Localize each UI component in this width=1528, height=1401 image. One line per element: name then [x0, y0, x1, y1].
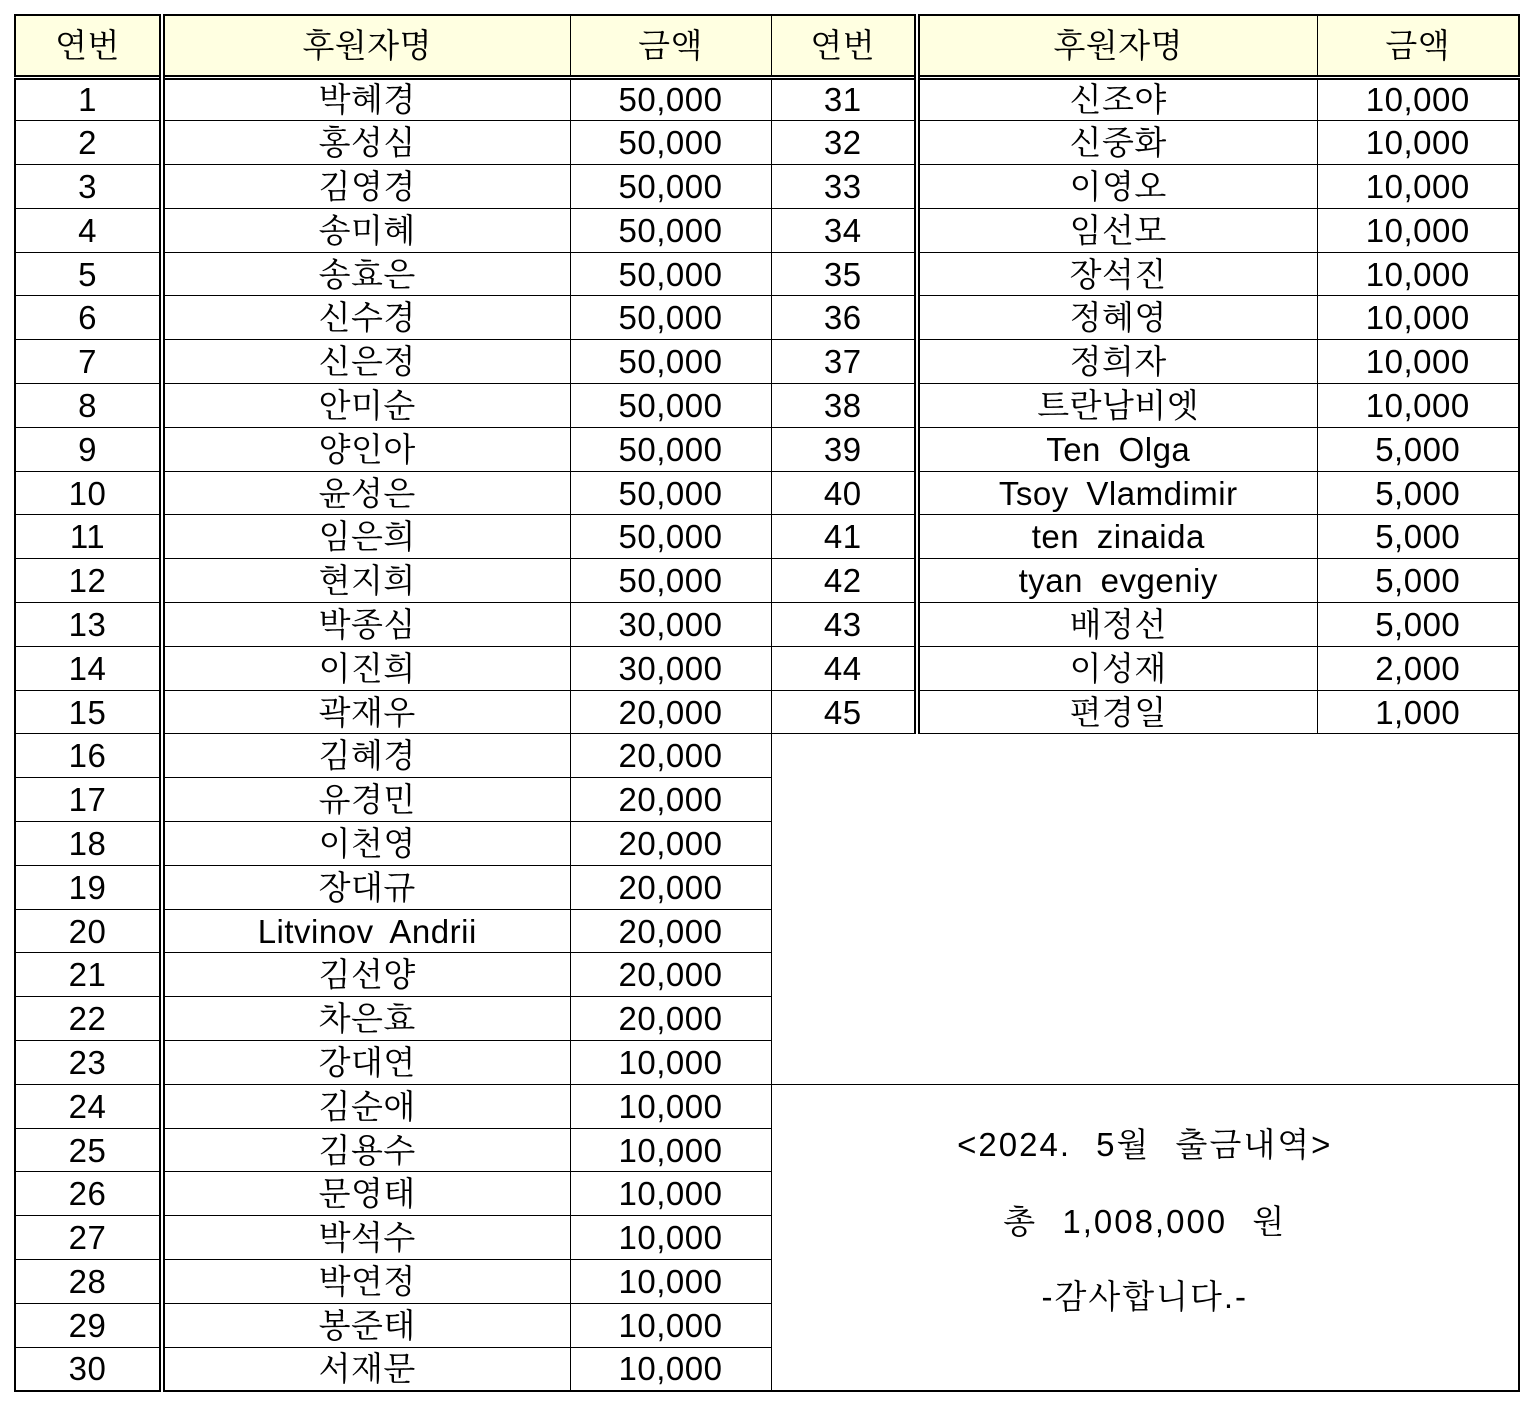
donor-number-cell: 41: [771, 515, 917, 559]
donor-number-cell: 27: [15, 1216, 162, 1260]
donation-amount-cell: 10,000: [1317, 165, 1519, 209]
donation-amount-cell: 10,000: [1317, 77, 1519, 121]
donor-name-cell: 봉준태: [162, 1303, 570, 1347]
donation-amount-cell: 20,000: [570, 734, 771, 778]
donation-amount-cell: 5,000: [1317, 427, 1519, 471]
total-amount: 총 1,008,000 원: [1003, 1202, 1287, 1240]
donor-name-cell: 장석진: [917, 252, 1317, 296]
donor-table-body: [15, 77, 1519, 1391]
donation-amount-cell: 5,000: [1317, 559, 1519, 603]
donor-name-cell: 신수경: [162, 296, 570, 340]
donor-name-cell: 이천영: [162, 822, 570, 866]
table-row: [15, 121, 1519, 165]
donor-name-cell: 곽재우: [162, 690, 570, 734]
donor-number-cell: 14: [15, 646, 162, 690]
donor-number-cell: 38: [771, 384, 917, 428]
donation-amount-cell: 20,000: [570, 822, 771, 866]
donor-number-cell: 2: [15, 121, 162, 165]
table-row: [15, 515, 1519, 559]
donation-amount-cell: 10,000: [570, 1303, 771, 1347]
donor-number-cell: 31: [771, 77, 917, 121]
donation-amount-cell: 10,000: [570, 1172, 771, 1216]
donation-amount-cell: 50,000: [570, 296, 771, 340]
header-number-right: 연번: [771, 15, 917, 77]
donor-name-cell: Ten Olga: [917, 427, 1317, 471]
donor-number-cell: 44: [771, 646, 917, 690]
donor-name-cell: 김용수: [162, 1128, 570, 1172]
donation-amount-cell: 10,000: [1317, 121, 1519, 165]
donation-amount-cell: 5,000: [1317, 603, 1519, 647]
donor-name-cell: 홍성심: [162, 121, 570, 165]
header-number-left: 연번: [15, 15, 162, 77]
table-row: [15, 559, 1519, 603]
donor-name-cell: tyan evgeniy: [917, 559, 1317, 603]
table-row: [15, 165, 1519, 209]
donation-amount-cell: 10,000: [570, 1216, 771, 1260]
donation-amount-cell: 10,000: [570, 1260, 771, 1304]
donor-name-cell: 편경일: [917, 690, 1317, 734]
donation-amount-cell: 20,000: [570, 997, 771, 1041]
donor-name-cell: 안미순: [162, 384, 570, 428]
donor-number-cell: 39: [771, 427, 917, 471]
donor-number-cell: 7: [15, 340, 162, 384]
donation-amount-cell: 50,000: [570, 471, 771, 515]
donor-name-cell: 임은희: [162, 515, 570, 559]
donor-name-cell: 강대연: [162, 1041, 570, 1085]
donation-amount-cell: 5,000: [1317, 515, 1519, 559]
donor-number-cell: 11: [15, 515, 162, 559]
header-donor-name-left: 후원자명: [162, 15, 570, 77]
donor-number-cell: 45: [771, 690, 917, 734]
donor-name-cell: 서재문: [162, 1347, 570, 1391]
donor-name-cell: 박혜경: [162, 77, 570, 121]
empty-merged-area: [771, 734, 1519, 1084]
donor-name-cell: 정희자: [917, 340, 1317, 384]
donation-amount-cell: 10,000: [570, 1084, 771, 1128]
donor-name-cell: 임선모: [917, 208, 1317, 252]
donor-number-cell: 25: [15, 1128, 162, 1172]
table-row: [15, 603, 1519, 647]
donor-number-cell: 42: [771, 559, 917, 603]
donor-number-cell: 43: [771, 603, 917, 647]
table-row: [15, 77, 1519, 121]
donor-name-cell: Tsoy Vlamdimir: [917, 471, 1317, 515]
donation-amount-cell: 20,000: [570, 690, 771, 734]
donor-number-cell: 15: [15, 690, 162, 734]
table-row: [15, 208, 1519, 252]
donor-number-cell: 37: [771, 340, 917, 384]
donor-number-cell: 26: [15, 1172, 162, 1216]
donor-name-cell: 신조야: [917, 77, 1317, 121]
donor-name-cell: 김혜경: [162, 734, 570, 778]
table-row: [15, 427, 1519, 471]
donation-amount-cell: 50,000: [570, 208, 771, 252]
donation-amount-cell: 50,000: [570, 121, 771, 165]
donation-amount-cell: 50,000: [570, 559, 771, 603]
donor-number-cell: 34: [771, 208, 917, 252]
table-row: [15, 296, 1519, 340]
donor-number-cell: 12: [15, 559, 162, 603]
donor-table: [14, 14, 1520, 1392]
donor-number-cell: 1: [15, 77, 162, 121]
donor-number-cell: 19: [15, 865, 162, 909]
donation-amount-cell: 10,000: [1317, 296, 1519, 340]
table-row: [15, 340, 1519, 384]
donor-number-cell: 13: [15, 603, 162, 647]
donation-amount-cell: 20,000: [570, 865, 771, 909]
donation-amount-cell: 50,000: [570, 340, 771, 384]
donation-amount-cell: 50,000: [570, 515, 771, 559]
donor-number-cell: 33: [771, 165, 917, 209]
donor-name-cell: 신중화: [917, 121, 1317, 165]
table-row: [15, 734, 1519, 778]
donor-name-cell: 박연정: [162, 1260, 570, 1304]
donation-amount-cell: 50,000: [570, 77, 771, 121]
header-donor-name-right: 후원자명: [917, 15, 1317, 77]
donation-amount-cell: 10,000: [570, 1041, 771, 1085]
report-title: <2024. 5월 출금내역>: [957, 1125, 1333, 1163]
donor-name-cell: Litvinov Andrii: [162, 909, 570, 953]
donor-name-cell: 정혜영: [917, 296, 1317, 340]
donor-name-cell: 현지희: [162, 559, 570, 603]
donation-amount-cell: 10,000: [1317, 208, 1519, 252]
donor-number-cell: 23: [15, 1041, 162, 1085]
table-row: [15, 690, 1519, 734]
donor-number-cell: 30: [15, 1347, 162, 1391]
donation-amount-cell: 10,000: [570, 1347, 771, 1391]
donor-number-cell: 17: [15, 778, 162, 822]
donor-number-cell: 29: [15, 1303, 162, 1347]
donor-name-cell: 이영오: [917, 165, 1317, 209]
donation-amount-cell: 5,000: [1317, 471, 1519, 515]
donor-name-cell: 배정선: [917, 603, 1317, 647]
donor-number-cell: 18: [15, 822, 162, 866]
donor-name-cell: 이진희: [162, 646, 570, 690]
header-row: [15, 15, 1519, 77]
donor-number-cell: 32: [771, 121, 917, 165]
donor-name-cell: 문영태: [162, 1172, 570, 1216]
donor-number-cell: 22: [15, 997, 162, 1041]
donation-amount-cell: 10,000: [1317, 340, 1519, 384]
donor-name-cell: 김영경: [162, 165, 570, 209]
donor-name-cell: 양인아: [162, 427, 570, 471]
donation-amount-cell: 1,000: [1317, 690, 1519, 734]
donor-number-cell: 20: [15, 909, 162, 953]
donor-name-cell: 윤성은: [162, 471, 570, 515]
donor-name-cell: 김순애: [162, 1084, 570, 1128]
donor-name-cell: 박종심: [162, 603, 570, 647]
donation-amount-cell: 30,000: [570, 646, 771, 690]
donor-number-cell: 9: [15, 427, 162, 471]
donor-name-cell: 송미혜: [162, 208, 570, 252]
donor-number-cell: 6: [15, 296, 162, 340]
donor-name-cell: 신은정: [162, 340, 570, 384]
donor-name-cell: 장대규: [162, 865, 570, 909]
donor-name-cell: 박석수: [162, 1216, 570, 1260]
donor-number-cell: 10: [15, 471, 162, 515]
summary-box: [771, 1084, 1519, 1391]
table-row: [15, 471, 1519, 515]
donor-name-cell: 차은효: [162, 997, 570, 1041]
thank-you-note: -감사합니다.-: [1041, 1277, 1249, 1315]
donation-amount-cell: 30,000: [570, 603, 771, 647]
donation-amount-cell: 10,000: [1317, 384, 1519, 428]
donor-number-cell: 8: [15, 384, 162, 428]
donation-amount-cell: 10,000: [570, 1128, 771, 1172]
table-row: [15, 1084, 1519, 1128]
donation-amount-cell: 20,000: [570, 909, 771, 953]
header-amount-left: 금액: [570, 15, 771, 77]
header-amount-right: 금액: [1317, 15, 1519, 77]
donor-number-cell: 4: [15, 208, 162, 252]
donor-name-cell: 트란남비엣: [917, 384, 1317, 428]
donation-amount-cell: 2,000: [1317, 646, 1519, 690]
donor-number-cell: 28: [15, 1260, 162, 1304]
donation-amount-cell: 20,000: [570, 778, 771, 822]
donor-number-cell: 36: [771, 296, 917, 340]
table-row: [15, 646, 1519, 690]
donor-name-cell: ten zinaida: [917, 515, 1317, 559]
donation-amount-cell: 20,000: [570, 953, 771, 997]
donor-name-cell: 김선양: [162, 953, 570, 997]
donation-amount-cell: 10,000: [1317, 252, 1519, 296]
donor-number-cell: 3: [15, 165, 162, 209]
donor-number-cell: 24: [15, 1084, 162, 1128]
donor-number-cell: 21: [15, 953, 162, 997]
table-header: [15, 15, 1519, 77]
donor-number-cell: 40: [771, 471, 917, 515]
donor-name-cell: 이성재: [917, 646, 1317, 690]
donor-number-cell: 35: [771, 252, 917, 296]
table-row: [15, 384, 1519, 428]
donation-amount-cell: 50,000: [570, 384, 771, 428]
donor-name-cell: 유경민: [162, 778, 570, 822]
donation-amount-cell: 50,000: [570, 427, 771, 471]
donor-number-cell: 5: [15, 252, 162, 296]
donor-name-cell: 송효은: [162, 252, 570, 296]
donation-amount-cell: 50,000: [570, 165, 771, 209]
donor-number-cell: 16: [15, 734, 162, 778]
donation-amount-cell: 50,000: [570, 252, 771, 296]
table-row: [15, 252, 1519, 296]
